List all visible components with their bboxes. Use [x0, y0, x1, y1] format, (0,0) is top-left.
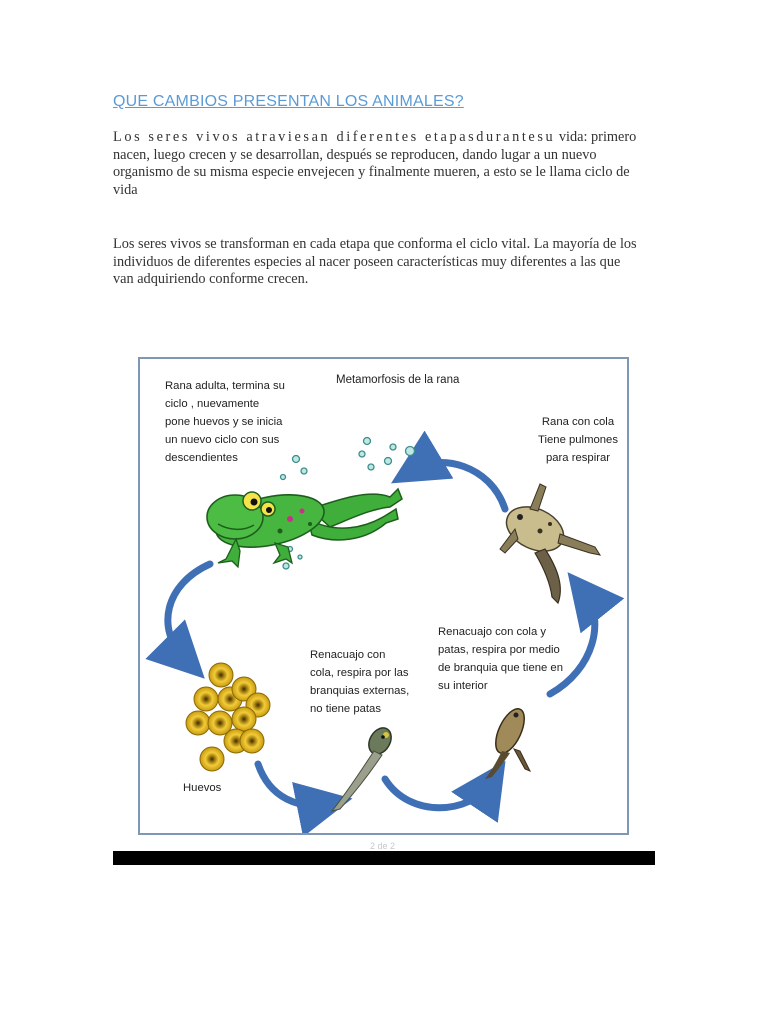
tadpole-illustration [332, 724, 396, 811]
frog-metamorphosis-diagram [138, 357, 629, 835]
arrow-tailfrog-to-adult [415, 462, 505, 509]
tadpole-with-legs-illustration [485, 705, 530, 779]
label-frog-with-tail: Rana con cola Tiene pulmones para respirar [538, 416, 618, 464]
label-eggs: Huevos [183, 782, 222, 794]
bottom-bar [113, 851, 655, 865]
adult-frog-illustration [207, 486, 402, 567]
label-tadpole: Renacuajo con cola, respira por las branquias externas, no tiene patas [310, 649, 410, 715]
arrow-tadpole-to-legs [385, 779, 490, 808]
intro-paragraph [113, 129, 643, 199]
transformation-paragraph: Los seres vivos se transforman en cada etapa que conforma el ciclo vital. La mayoría de los individuos de diferentes especies al nacer poseen características muy diferentes a las que van adquiriendo conforme crecen. [113, 236, 637, 287]
page-number: 2 de 2 [370, 841, 396, 851]
frog-with-tail-illustration [499, 484, 600, 603]
label-tadpole-with-legs: Renacuajo con cola y patas, respira por medio de branquia que tiene en su interior [438, 626, 563, 692]
intro-paragraph-lead: Los seres vivos atraviesan diferentes etapasdurantesu [113, 129, 556, 145]
intro-paragraph-rest: vida: primero nacen, luego crecen y se desarrollan, después se reproducen, dando lugar a un nuevo organismo de su misma especie envejecen y finalmente mueren, a esto se le llama ciclo de vida [113, 129, 637, 198]
label-adult-frog: Rana adulta, termina su ciclo , nuevamente pone huevos y se inicia un nuevo ciclo con sus descendientes [165, 380, 285, 464]
page-title[interactable]: QUE CAMBIOS PRESENTAN LOS ANIMALES? [113, 93, 464, 110]
diagram-title: Metamorfosis de la rana [336, 374, 460, 386]
arrow-eggs-to-tadpole [258, 764, 325, 805]
arrow-adult-to-eggs [168, 564, 210, 659]
eggs-illustration [186, 663, 270, 771]
